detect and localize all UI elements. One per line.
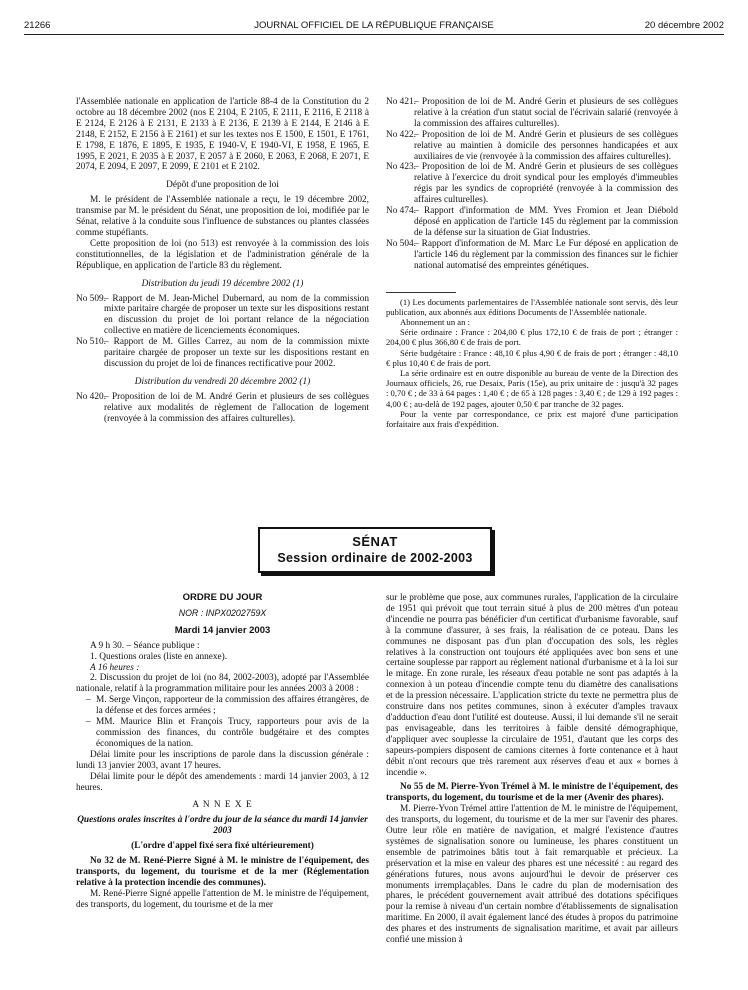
rapporteur-text: MM. Maurice Blin et François Trucy, rapporteurs pour avis de la commission des finances, du contrôle budgétaire et des comptes économiques de la nation. — [96, 717, 369, 749]
issue-date: 20 décembre 2002 — [644, 20, 724, 31]
question-55-text: M. Pierre-Yvon Trémel attire l'attention de M. le ministre de l'équipement, des transports, du logement, du tourisme et de la mer sur l'avenir des phares. Outre leur rôle en matière de navigation, et malgré l'existence d'autres systèmes de signalisation sonore ou lumineuse, les phares constituent un ensemble de patrimoines bâtis tout à fait remarquable et précieux. La préservation et la mise en valeur des phares est une nécessité : au regard des générations futures, nous avons aujourd'hui le devoir de préserver ces monuments irremplaçables. Dans le cadre du plan de modernisation des phares, le précédent gouvernement avait attribué des dotations spécifiques pour la remise à niveau d'un certain nombre d'établissements de signalisation maritime. En 2000, il avait également lancé des études à propos du patrimoine des phares et des instruments de signalisation maritime, et avait par ailleurs confié une mission à — [386, 804, 678, 946]
item-number: No 422. — [386, 129, 416, 140]
footnote — [386, 297, 678, 430]
footnote-text: (1) Les documents parlementaires de l'Assemblée nationale sont servis, dès leur publication, aux abonnés aux éditions Documents de l'Assemblée nationale. — [386, 296, 678, 317]
journal-title: JOURNAL OFFICIEL DE LA RÉPUBLIQUE FRANÇAISE — [254, 20, 494, 31]
item-number: No 421. — [386, 97, 416, 107]
list-item — [386, 206, 678, 239]
item-number: No 474. — [386, 206, 416, 217]
list-item — [386, 239, 678, 272]
rapporteur-item: – M. Serge Vinçon, rapporteur de la commission des affaires étrangères, de la défense et des forces armées ; — [86, 695, 369, 717]
time-930: A 9 h 30. – Séance publique : — [90, 640, 200, 651]
nor-reference: NOR : INPX0202759X — [178, 607, 267, 618]
list-item — [76, 392, 369, 425]
question-32-text: M. René-Pierre Signé appelle l'attention de M. le ministre de l'équipement, des transports, du logement, du tourisme et de la mer — [76, 888, 369, 910]
list-item — [386, 130, 678, 163]
rapporteur-text: M. Serge Vinçon, rapporteur de la commission des affaires étrangères, de la défense et des forces armées ; — [96, 695, 369, 717]
senat-title: SÉNAT — [352, 534, 398, 549]
item-text: – Rapport de M. Gilles Carrez, au nom de la commission mixte paritaire chargée de proposer un texte sur les dispositions restant en discussion du projet de loi de finances rectificative pour 2002. — [104, 337, 369, 369]
time-16: A 16 heures : — [90, 662, 140, 673]
item-text: – Rapport d'information de MM. Yves Fromion et Jean Diébold déposé en application de l'article 145 du règlement par la commission de la défense sur la situation de Giat Industries. — [414, 206, 678, 238]
session-date-heading: Mardi 14 janvier 2003 — [174, 624, 271, 636]
column-right-bottom — [386, 593, 678, 946]
footnote-text: La série ordinaire est en outre disponible au bureau de vente de la Direction des Journaux officiels, 26, rue Desaix, Paris (15e), au prix unitaire de : jusqu'à 32 pages : 0,70 € ; de 33 à 64 pages : 1,40 € ; de 65 à 128 pages : 3,40 € ; de 129 à 192 pages : 4,00 € ; au-delà de 192 pages, ajouter 0,50 € par tranche de 32 pages. — [386, 367, 678, 409]
footnote-text: Abonnement un an : — [400, 316, 470, 327]
item-text: – Proposition de loi de M. André Gerin et plusieurs de ses collègues relative à la création d'un statut social de l'écrivain salarié (renvoyée à la commission des affaires culturelles). — [414, 97, 678, 129]
item-text: – Proposition de loi de M. André Gerin et plusieurs de ses collègues relative aux modalités de règlement de l'allocation de logement (renvoyée à la commission des affaires culturelles). — [104, 391, 369, 424]
footnote-text: Série ordinaire : France : 204,00 € plus 172,10 € de frais de port ; étranger : 204,00 € plus 366,80 € de frais de port. — [386, 327, 678, 348]
intro-paragraph: l'Assemblée nationale en application de l'article 88-4 de la Constitution du 2 octobre au 18 décembre 2002 (nos E 2104, E 2105, E 2111, E 2116, E 2118 à E 2124, E 2126 à E 2131, E 2133 à E 2136, E 2139 à E 2144, E 2146 à E 2148, E 2152, E 2156 à E 2161) et sur les textes nos E 1500, E 1501, E 1761, E 1798, E 1876, E 1895, E 1935, E 1940-V, E 1940-VI, E 1958, E 1965, E 1995, E 2021, E 2035 à E 2037, E 2057 à E 2060, E 2063, E 2068, E 2071, E 2074, E 2094, E 2097, E 2099, E 2101 et E 2102. — [76, 97, 369, 173]
item-number: No 510. — [76, 337, 106, 348]
depot-heading: Dépôt d'une proposition de loi — [166, 180, 279, 191]
page-header — [24, 20, 724, 34]
senat-banner — [258, 527, 492, 573]
list-item — [386, 97, 678, 130]
column-left-bottom — [76, 593, 369, 911]
list-item — [76, 337, 369, 370]
distribution-heading-1: Distribution du jeudi 19 décembre 2002 (1) — [141, 278, 304, 289]
footnote-text: Série budgétaire : France : 48,10 € plus 4,90 € de frais de port ; étranger : 48,10 € plus 10,40 € de frais de port. — [386, 347, 678, 368]
annexe-subheading: Questions orales inscrites à l'ordre du jour de la séance du mardi 14 janvier 2003 — [77, 815, 368, 837]
deadline-amendments: Délai limite pour le dépôt des amendements : mardi 14 janvier 2003, à 12 heures. — [76, 771, 369, 793]
question-55-title: No 55 de M. Pierre-Yvon Trémel à M. le ministre de l'équipement, des transports, du logement, du tourisme et de la mer (Avenir des phares). — [386, 782, 678, 804]
header-rule — [24, 34, 724, 35]
item-number: No 504. — [386, 238, 416, 249]
deadline-speakers: Délai limite pour les inscriptions de parole dans la discussion générale : lundi 13 janvier 2003, avant 17 heures. — [76, 749, 369, 771]
list-item — [386, 162, 678, 206]
question-32-continuation: sur le problème que pose, aux communes rurales, l'application de la circulaire de 1951 qui prévoit que tout terrain situé à plus de 200 mètres d'un poteau d'incendie ne pourra pas bénéficier d'un certificat d'urbanisme favorable, sauf à la commune d'assurer, à ses frais, la réalisation de ce poteau. Dans les communes ne disposant pas d'un plan d'occupation des sols, les règles relatives à la construction ont toujours été appliquées avec bon sens et une certaine souplesse par rapport au règlement national d'urbanisme et à la loi sur le mitage. En zone rurale, les réseaux d'eau potable ne sont pas adaptés à la connexion à un poteau d'incendie compte tenu du diamètre des canalisations et de la pression nécessaire. L'application stricte du texte ne permettra plus de construire dans nos petites communes, sinon à exécuter d'amples travaux d'adduction d'eau dont l'utilité est douteuse. Aussi, il lui demande s'il ne serait pas envisageable, dans les territoires à faible densité démographique, d'appliquer avec souplesse la circulaire de 1951, d'autant que les corps des sapeurs-pompiers disposent de camions citernes à forte contenance et à haut débit n'ont recours que très rarement aux réserves d'eau et aux « bornes à incendie ». — [386, 593, 678, 778]
footnote-text: Pour la vente par correspondance, ce prix est majoré d'une participation forfaitaire aux frais d'expédition. — [386, 408, 678, 429]
column-left-top — [76, 97, 369, 424]
agenda-item-2: 2. Discussion du projet de loi (no 84, 2002-2003), adopté par l'Assemblée nationale, relatif à la programmation militaire pour les années 2003 à 2008 : — [76, 673, 369, 695]
agenda-item-1: 1. Questions orales (liste en annexe). — [90, 651, 228, 662]
page-number: 21266 — [24, 20, 51, 31]
item-number: No 423. — [386, 162, 416, 173]
footnote-rule — [386, 292, 456, 293]
session-title: Session ordinaire de 2002-2003 — [277, 551, 473, 565]
annexe-heading: A N N E X E — [192, 800, 253, 811]
item-number: No 420. — [76, 391, 106, 402]
list-item — [76, 294, 369, 338]
depot-paragraph-1: M. le président de l'Assemblée nationale a reçu, le 19 décembre 2002, transmise par M. le président du Sénat, une proposition de loi, modifiée par le Sénat, relative à la conduite sous l'influence de substances ou plantes classées comme stupéfiants. — [76, 195, 369, 238]
item-text: – Proposition de loi de M. André Gerin et plusieurs de ses collègues relative à l'exercice du droit syndical pour les employés d'immeubles régis par les syndics de copropriété (renvoyée à la commission des affaires culturelles). — [414, 162, 678, 206]
ordre-appel-note: (L'ordre d'appel fixé sera fixé ultérieurement) — [131, 841, 314, 852]
question-32-title: No 32 de M. René-Pierre Signé à M. le ministre de l'équipement, des transports, du logement, du tourisme et de la mer (Réglementation relative à la protection incendie des communes). — [76, 856, 369, 888]
depot-paragraph-2: Cette proposition de loi (no 513) est renvoyée à la commission des lois constitutionnelles, de la législation et de l'administration générale de la République, en application de l'article 83 du règlement. — [76, 238, 369, 271]
item-text: – Rapport de M. Jean-Michel Dubernard, au nom de la commission mixte paritaire chargée de proposer un texte sur les dispositions restant en discussion du projet de loi portant relance de la négociation collective en matière de licenciements économiques. — [104, 293, 369, 337]
ordre-du-jour-heading: ORDRE DU JOUR — [182, 592, 263, 603]
item-text: – Proposition de loi de M. André Gerin et plusieurs de ses collègues relative au maintien à domicile des personnes handicapées et aux auxiliaires de vie (renvoyée à la commission des affaires culturelles). — [414, 129, 678, 162]
distribution-heading-2: Distribution du vendredi 20 décembre 2002 (1) — [134, 376, 311, 387]
item-number: No 509. — [76, 293, 106, 304]
rapporteur-item: – MM. Maurice Blin et François Trucy, rapporteurs pour avis de la commission des finances, du contrôle budgétaire et des comptes économiques de la nation. — [86, 717, 369, 749]
column-right-top — [386, 97, 678, 429]
item-text: – Rapport d'information de M. Marc Le Fur déposé en application de l'article 146 du règlement par la commission des finances sur le fichier national automatisé des empreintes génétiques. — [414, 238, 678, 271]
